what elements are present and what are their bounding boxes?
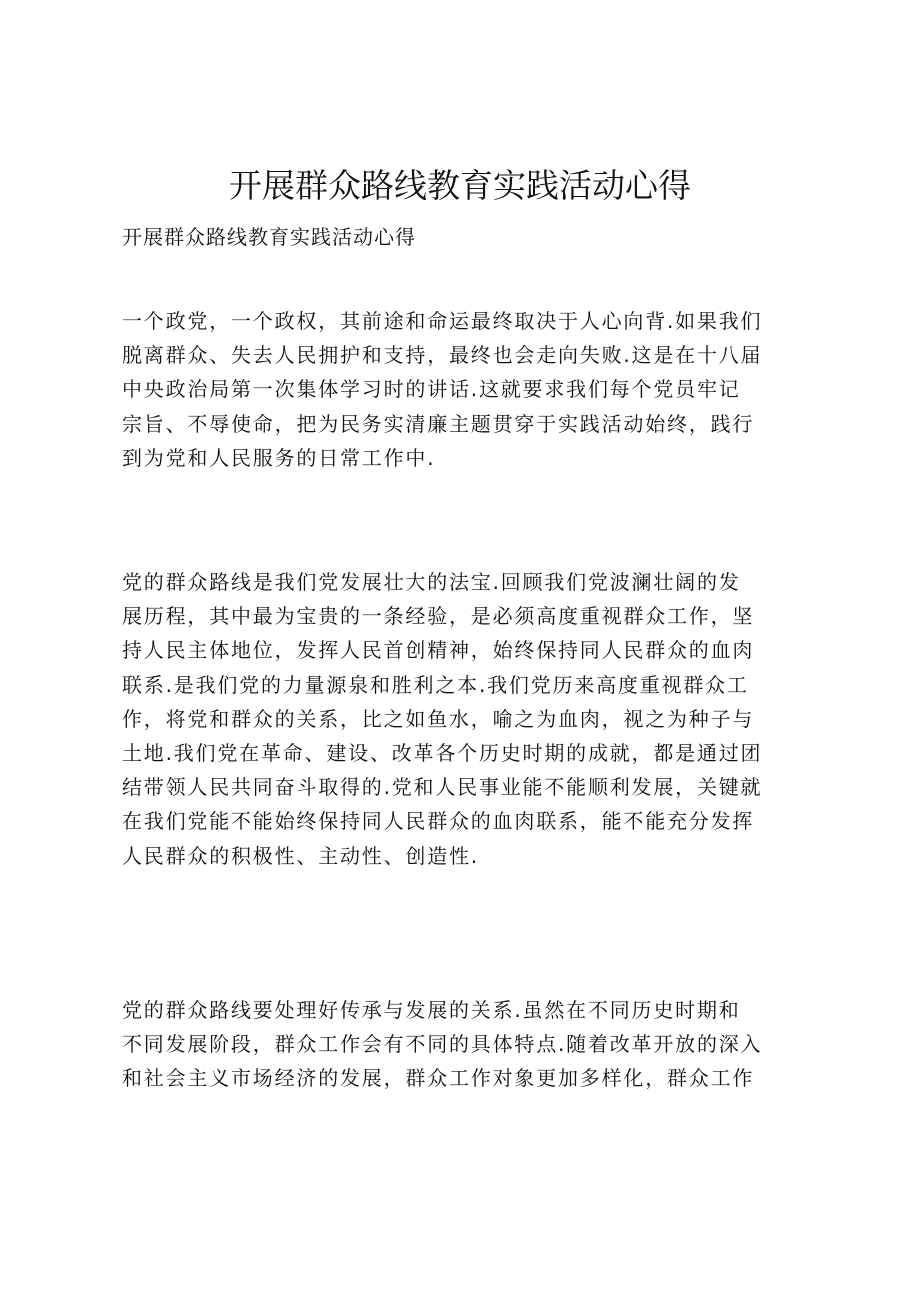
paragraph-line: 联系.是我们党的力量源泉和胜利之本.我们党历来高度重视群众工 (122, 672, 749, 697)
paragraph-line: 在我们党能不能始终保持同人民群众的血肉联系，能不能充分发挥 (122, 809, 755, 834)
paragraph-line: 展历程，其中最为宝贵的一条经验，是必须高度重视群众工作，坚 (122, 604, 755, 629)
paragraph-line: 中央政治局第一次集体学习时的讲话.这就要求我们每个党员牢记 (122, 377, 741, 402)
paragraph-line: 党的群众路线要处理好传承与发展的关系.虽然在不同历史时期和 (122, 998, 741, 1022)
paragraph-line: 党的群众路线是我们党发展壮大的法宝.回顾我们党波澜壮阔的发 (122, 570, 741, 594)
paragraph-1 (122, 304, 812, 475)
paragraph-line: 脱离群众、失去人民拥护和支持，最终也会走向失败.这是在十八届 (122, 343, 763, 368)
paragraph-line: 作，将党和群众的关系，比之如鱼水，喻之为血肉，视之为种子与 (122, 706, 755, 731)
paragraph-line: 和社会主义市场经济的发展，群众工作对象更加多样化，群众工作 (122, 1066, 755, 1091)
paragraph-line: 宗旨、不辱使命，把为民务实清廉主题贯穿于实践活动始终，践行 (122, 411, 755, 436)
paragraph-line: 土地.我们党在革命、建设、改革各个历史时期的成就，都是通过团 (122, 741, 763, 766)
paragraph-3 (122, 993, 812, 1096)
paragraph-line: 结带领人民共同奋斗取得的.党和人民事业能不能顺利发展，关键就 (122, 775, 763, 800)
paragraph-line: 不同发展阶段，群众工作会有不同的具体特点.随着改革开放的深入 (122, 1032, 763, 1057)
paragraph-line: 人民群众的积极性、主动性、创造性. (122, 843, 479, 868)
document-title: 开展群众路线教育实践活动心得 (229, 166, 691, 205)
document-subtitle: 开展群众路线教育实践活动心得 (122, 225, 416, 249)
paragraph-line: 持人民主体地位，发挥人民首创精神，始终保持同人民群众的血肉 (122, 638, 755, 663)
paragraph-2 (122, 565, 812, 873)
paragraph-line: 到为党和人民服务的日常工作中. (122, 445, 436, 470)
paragraph-line: 一个政党，一个政权，其前途和命运最终取决于人心向背.如果我们 (122, 309, 763, 333)
